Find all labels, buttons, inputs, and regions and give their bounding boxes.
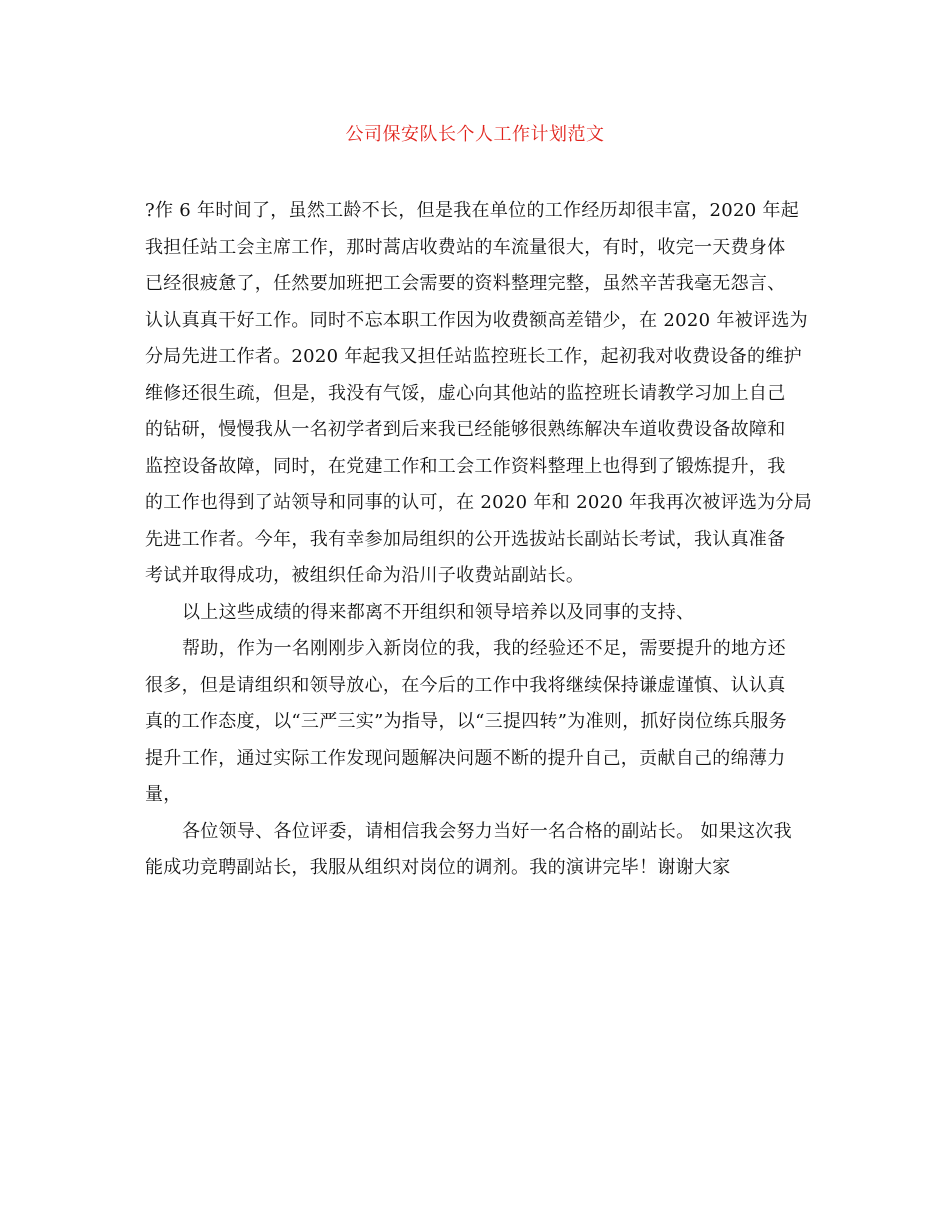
body-line: 我担任站工会主席工作，那时蒿店收费站的车流量很大，有时，收完一天费身体 [145,236,786,258]
body-line: 已经很疲惫了，任然要加班把工会需要的资料整理完整，虽然辛苦我毫无怨言、 [145,273,786,294]
body-line: 能成功竞聘副站长，我服从组织对岗位的调剂。我的演讲完毕！谢谢大家 [145,857,731,878]
body-line: 考试并取得成功，被组织任命为沿川子收费站副站长。 [145,565,585,586]
document-title: 公司保安队长个人工作计划范文 [345,124,605,145]
body-line: 的钻研，慢慢我从一名初学者到后来我已经能够很熟练解决车道收费设备故障和 [145,419,786,440]
body-line: 的工作也得到了站领导和同事的认可，在 2020 年和 2020 年我再次被评选为分局 [145,492,813,513]
body-line: 提升工作，通过实际工作发现问题解决问题不断的提升自己，贡献自己的绵薄力 [145,747,786,769]
body-line: 分局先进工作者。2020 年起我又担任站监控班长工作，起初我对收费设备的维护 [145,346,802,367]
body-line: ?作 6 年时间了，虽然工龄不长，但是我在单位的工作经历却很丰富，2020 年起 [145,200,800,221]
body-line-indented: 各位领导、各位评委，请相信我会努力当好一名合格的副站长。 如果这次我 [182,820,792,842]
body-line: 很多，但是请组织和领导放心，在今后的工作中我将继续保持谦虚谨慎、认认真 [145,674,786,696]
body-line: 量， [145,784,182,805]
body-line-indented: 帮助，作为一名刚刚步入新岗位的我，我的经验还不足，需要提升的地方还 [182,638,786,659]
document-body [145,193,813,887]
body-line: 认认真真干好工作。同时不忘本职工作因为收费额高差错少，在 2020 年被评选为 [145,309,808,331]
body-line: 先进工作者。今年，我有幸参加局组织的公开选拔站长副站长考试，我认真准备 [145,528,786,550]
body-line: 真的工作态度，以“三严三实”为指导，以“三提四转”为准则，抓好岗位练兵服务 [145,711,787,732]
body-line-indented: 以上这些成绩的得来都离不开组织和领导培养以及同事的支持、 [182,601,695,623]
body-line: 监控设备故障，同时，在党建工作和工会工作资料整理上也得到了锻炼提升，我 [145,455,786,477]
body-line: 维修还很生疏，但是，我没有气馁，虚心向其他站的监控班长请教学习加上自己 [145,382,786,404]
